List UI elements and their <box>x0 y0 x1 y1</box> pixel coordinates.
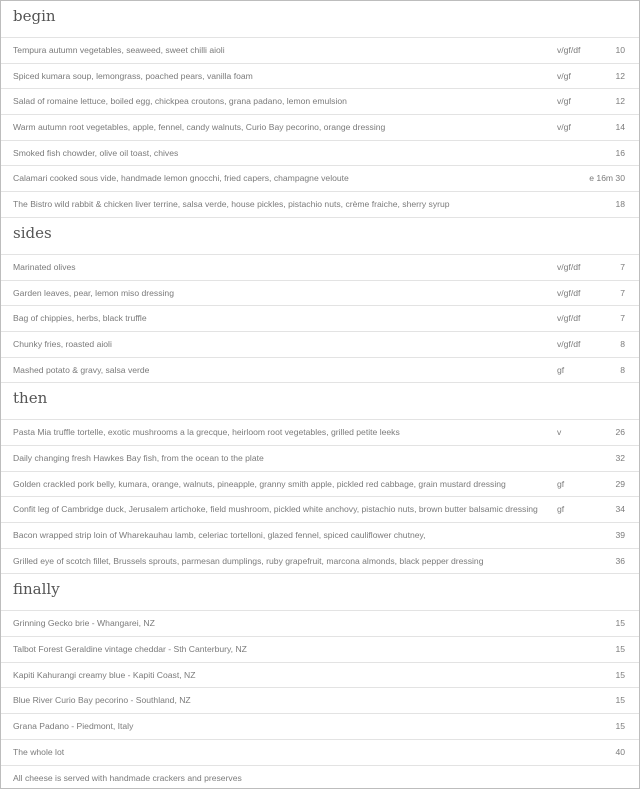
entree-price: e 16 <box>589 166 606 192</box>
section-title-finally: finally <box>1 574 639 611</box>
note-text: All cheese is served with handmade crackers and preserves <box>13 766 242 791</box>
section-title-begin: begin <box>1 1 639 38</box>
dish-name: Talbot Forest Geraldine vintage cheddar - Sth Canterbury, NZ <box>13 637 247 663</box>
menu-item <box>1 611 639 637</box>
dietary-tag: gf <box>557 472 564 498</box>
dish-name: Grana Padano - Piedmont, Italy <box>13 714 133 740</box>
dish-name: Marinated olives <box>13 255 76 281</box>
dietary-tag: v/gf/df <box>557 306 580 332</box>
dish-name: Blue River Curio Bay pecorino - Southland, NZ <box>13 688 191 714</box>
dish-name: Grilled eye of scotch fillet, Brussels sprouts, parmesan dumplings, ruby grapefruit, marcona almonds, black pepper dressing <box>13 549 484 575</box>
dish-price: 36 <box>615 549 625 575</box>
dish-price: 40 <box>615 740 625 766</box>
dietary-tag: gf <box>557 497 564 523</box>
dish-price: 15 <box>615 663 625 689</box>
menu-item <box>1 688 639 714</box>
dish-name: Golden crackled pork belly, kumara, orange, walnuts, pineapple, granny smith apple, pickled red cabbage, grain mustard dressing <box>13 472 506 498</box>
menu-item <box>1 89 639 115</box>
dish-price: 34 <box>615 497 625 523</box>
menu-item <box>1 446 639 472</box>
dish-name: Salad of romaine lettuce, boiled egg, chickpea croutons, grana padano, lemon emulsion <box>13 89 347 115</box>
menu-item <box>1 166 639 192</box>
dish-price: 14 <box>615 115 625 141</box>
cheese-note <box>1 766 639 791</box>
dish-name: Calamari cooked sous vide, handmade lemon gnocchi, fried capers, champagne veloute <box>13 166 349 192</box>
dietary-tag: v/gf/df <box>557 255 580 281</box>
dish-price: 15 <box>615 637 625 663</box>
dietary-tag: v/gf/df <box>557 38 580 64</box>
dish-price: 15 <box>615 688 625 714</box>
menu-item <box>1 549 639 575</box>
menu-item <box>1 332 639 358</box>
section-title-then: then <box>1 383 639 420</box>
dish-name: Bacon wrapped strip loin of Wharekauhau lamb, celeriac tortelloni, glazed fennel, spiced cauliflower chutney, <box>13 523 426 549</box>
menu-item <box>1 714 639 740</box>
dietary-tag: v/gf/df <box>557 332 580 358</box>
dish-price: 8 <box>620 332 625 358</box>
dish-price: m 30 <box>606 166 625 192</box>
dish-name: Confit leg of Cambridge duck, Jerusalem artichoke, field mushroom, pickled white anchovy, pistachio nuts, brown butter balsamic dressing <box>13 497 538 523</box>
dish-price: 7 <box>620 306 625 332</box>
menu-item <box>1 663 639 689</box>
menu-item <box>1 115 639 141</box>
dish-price: 26 <box>615 420 625 446</box>
dish-name: The Bistro wild rabbit & chicken liver terrine, salsa verde, house pickles, pistachio nuts, crème fraiche, sherry syrup <box>13 192 450 218</box>
dish-price: 18 <box>615 192 625 218</box>
dietary-tag: v/gf <box>557 64 571 90</box>
dish-price: 15 <box>615 714 625 740</box>
dietary-tag: v/gf <box>557 115 571 141</box>
dish-name: Grinning Gecko brie - Whangarei, NZ <box>13 611 155 637</box>
menu-item <box>1 281 639 307</box>
dish-price: 8 <box>620 358 625 384</box>
dietary-tag: v/gf <box>557 89 571 115</box>
dish-name: Tempura autumn vegetables, seaweed, sweet chilli aioli <box>13 38 225 64</box>
dish-price: 7 <box>620 281 625 307</box>
menu-item <box>1 740 639 766</box>
menu-item <box>1 255 639 281</box>
menu-item <box>1 64 639 90</box>
dish-name: Mashed potato & gravy, salsa verde <box>13 358 149 384</box>
dish-price: 12 <box>615 89 625 115</box>
dish-price: 29 <box>615 472 625 498</box>
dish-name: Bag of chippies, herbs, black truffle <box>13 306 147 332</box>
dish-name: Daily changing fresh Hawkes Bay fish, from the ocean to the plate <box>13 446 264 472</box>
dish-price: 7 <box>620 255 625 281</box>
section-then <box>1 383 639 574</box>
dish-price: 10 <box>615 38 625 64</box>
section-begin <box>1 1 639 218</box>
dish-price: 12 <box>615 64 625 90</box>
menu-item <box>1 420 639 446</box>
dish-name: Pasta Mia truffle tortelle, exotic mushrooms a la grecque, heirloom root vegetables, grilled petite leeks <box>13 420 400 446</box>
dish-price: 39 <box>615 523 625 549</box>
menu-item <box>1 472 639 498</box>
dish-name: Kapiti Kahurangi creamy blue - Kapiti Coast, NZ <box>13 663 195 689</box>
menu-item <box>1 192 639 218</box>
menu-item <box>1 497 639 523</box>
menu-item <box>1 306 639 332</box>
dish-price: 32 <box>615 446 625 472</box>
dish-name: Garden leaves, pear, lemon miso dressing <box>13 281 174 307</box>
dietary-tag: gf <box>557 358 564 384</box>
menu-item <box>1 141 639 167</box>
section-sides <box>1 218 639 383</box>
menu-item <box>1 637 639 663</box>
dish-name: Warm autumn root vegetables, apple, fennel, candy walnuts, Curio Bay pecorino, orange dressing <box>13 115 385 141</box>
dish-name: The whole lot <box>13 740 64 766</box>
menu-item <box>1 358 639 384</box>
menu-item <box>1 523 639 549</box>
dish-price: 15 <box>615 611 625 637</box>
dish-price: 16 <box>615 141 625 167</box>
dish-name: Chunky fries, roasted aioli <box>13 332 112 358</box>
section-finally <box>1 574 639 791</box>
dietary-tag: v <box>557 420 561 446</box>
dish-name: Spiced kumara soup, lemongrass, poached pears, vanilla foam <box>13 64 253 90</box>
dish-name: Smoked fish chowder, olive oil toast, chives <box>13 141 178 167</box>
section-title-sides: sides <box>1 218 639 255</box>
menu-item <box>1 38 639 64</box>
dietary-tag: v/gf/df <box>557 281 580 307</box>
